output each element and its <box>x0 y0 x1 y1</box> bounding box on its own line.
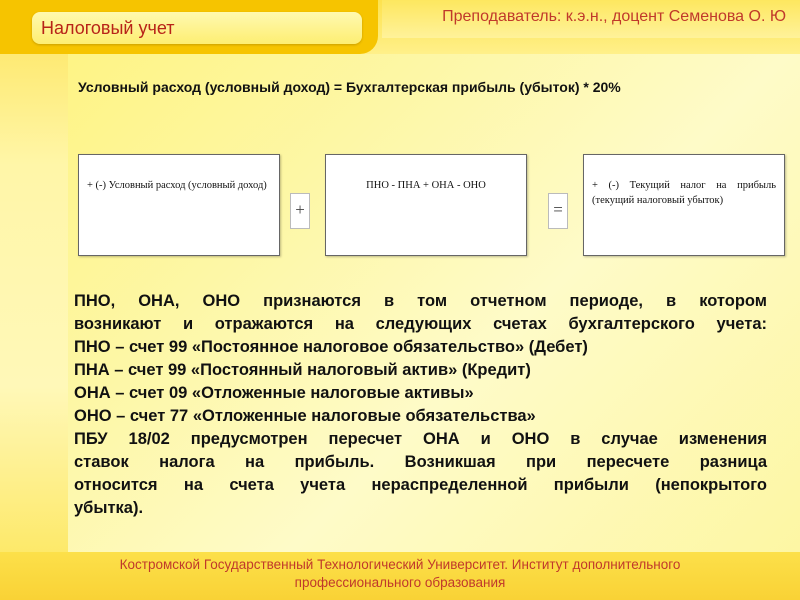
pna-line: ПНА – счет 99 «Постоянный налоговый актив» (Кредит) <box>74 361 531 379</box>
equals-sign: = <box>548 193 568 229</box>
title-box <box>32 12 362 44</box>
paragraph-2-line-4: убытка). <box>74 499 144 517</box>
paragraph-2-line-3: относится на счета учета нераспределенной прибыли (непокрытого <box>74 476 767 494</box>
current-tax-text: + (-) Текущий налог на прибыль (текущий налоговый убыток) <box>592 180 776 206</box>
tax-differences-box <box>325 154 527 256</box>
ona-line: ОНА – счет 09 «Отложенные налоговые активы» <box>74 384 474 402</box>
tax-differences-text: ПНО - ПНА + ОНА - ОНО <box>366 180 486 191</box>
ono-line: ОНО – счет 77 «Отложенные налоговые обязательства» <box>74 407 536 425</box>
left-stripe <box>0 0 68 552</box>
slide-title: Налоговый учет <box>41 17 175 38</box>
teacher-label: Преподаватель: к.э.н., доцент Семенова О. Ю <box>442 8 786 25</box>
footer-text <box>40 556 760 592</box>
footer-line-1: Костромской Государственный Технологический Университет. Институт дополнительного <box>119 557 681 572</box>
conditional-expense-box <box>78 154 280 256</box>
paragraph-2-line-2: ставок налога на прибыль. Возникшая при пересчете разница <box>74 453 767 471</box>
footer-line-2: профессионального образования <box>294 575 506 590</box>
main-text <box>74 290 767 520</box>
paragraph-1-line-2: возникают и отражаются на следующих счетах бухгалтерского учета: <box>74 315 767 333</box>
plus-sign: + <box>290 193 310 229</box>
paragraph-2-line-1: ПБУ 18/02 предусмотрен пересчет ОНА и ОНО в случае изменения <box>74 430 767 448</box>
formula-text: Условный расход (условный доход) = Бухгалтерская прибыль (убыток) * 20% <box>78 79 621 95</box>
pno-line: ПНО – счет 99 «Постоянное налоговое обязательство» (Дебет) <box>74 338 588 356</box>
current-tax-box <box>583 154 785 256</box>
conditional-expense-text: + (-) Условный расход (условный доход) <box>87 180 267 191</box>
paragraph-1-line-1: ПНО, ОНА, ОНО признаются в том отчетном периоде, в котором <box>74 292 767 310</box>
